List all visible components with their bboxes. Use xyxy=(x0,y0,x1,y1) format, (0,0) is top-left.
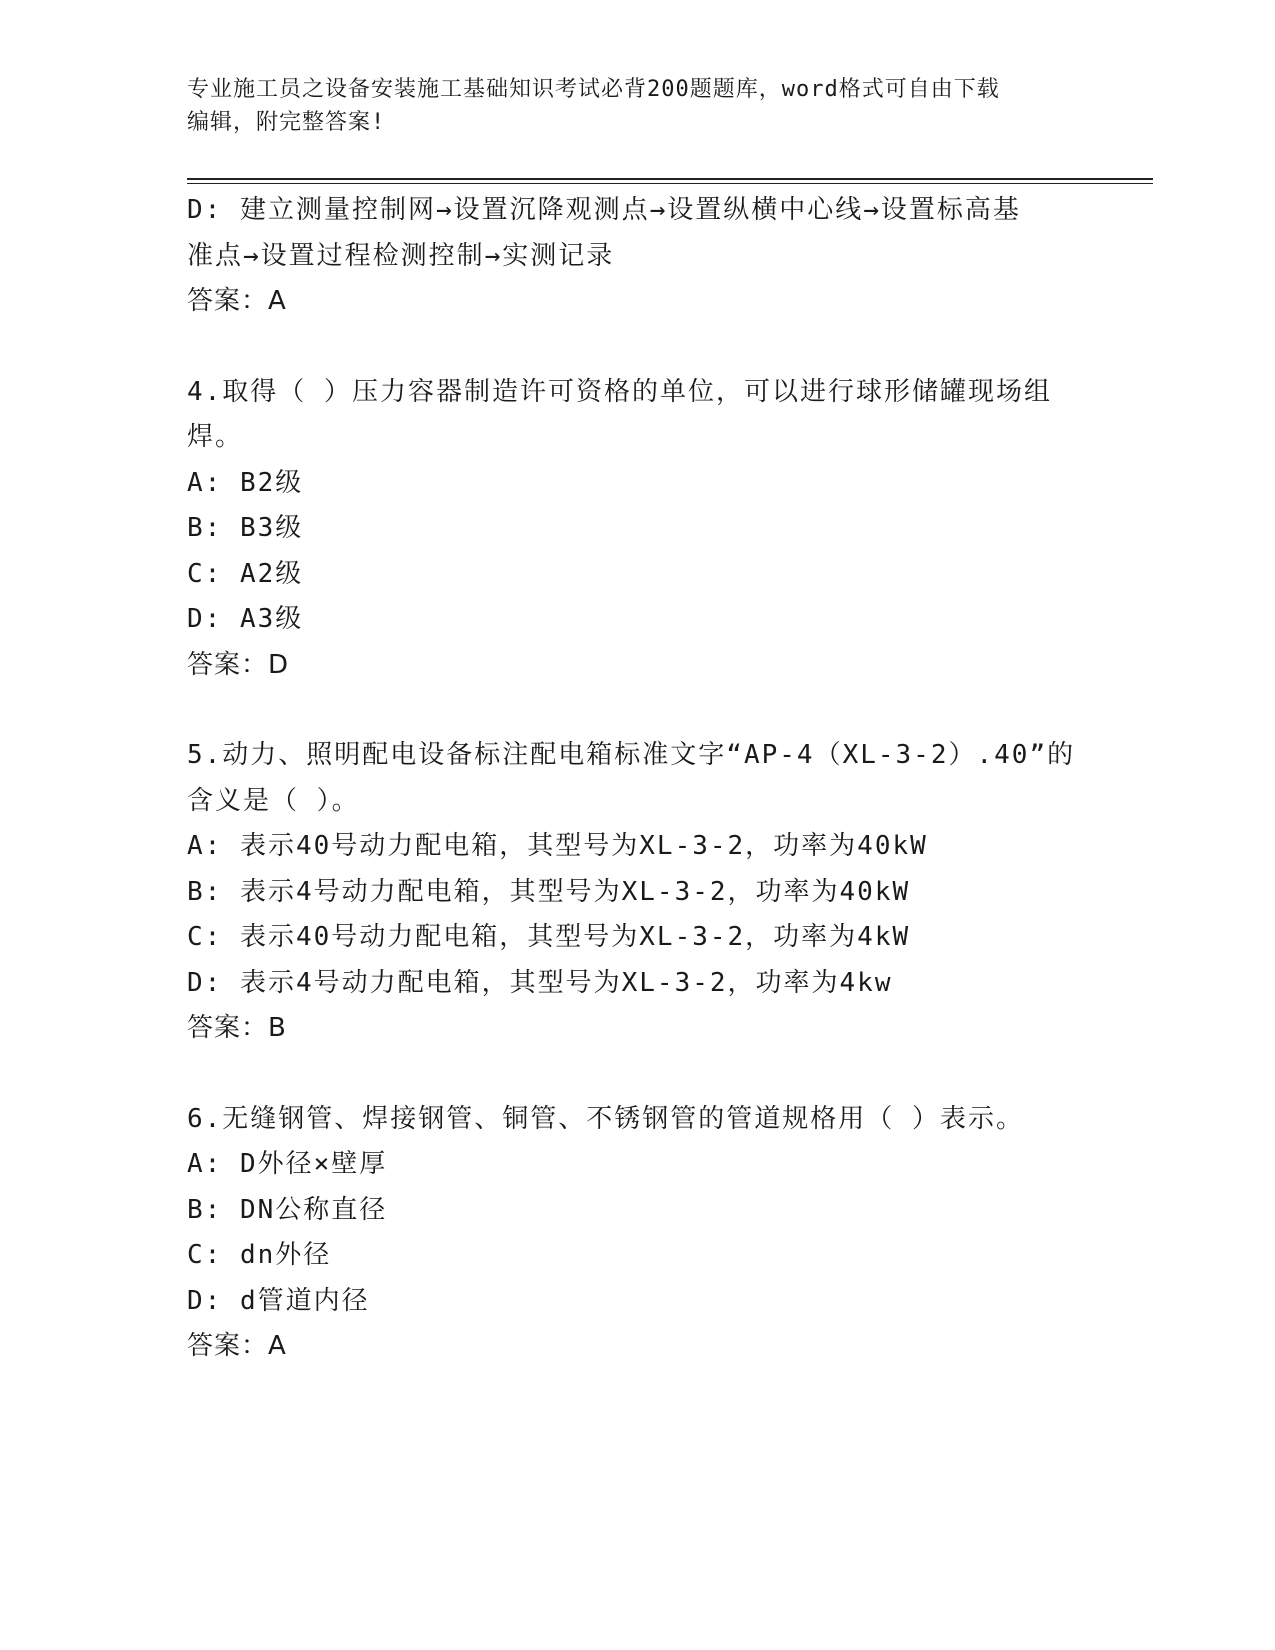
q6-answer: 答案：A xyxy=(187,1331,287,1361)
q5-option-c: C: 表示40号动力配电箱，其型号为XL-3-2，功率为4kW xyxy=(187,922,911,952)
q4-option-a: A: B2级 xyxy=(187,467,304,498)
q4-option-b: B: B3级 xyxy=(187,513,304,543)
q4-stem-line-1: 4.取得（ ）压力容器制造许可资格的单位，可以进行球形储罐现场组 xyxy=(187,376,1052,407)
q4-option-c: C: A2级 xyxy=(187,558,304,589)
q5-option-a: A: 表示40号动力配电箱，其型号为XL-3-2，功率为40kW xyxy=(187,831,928,861)
page-header xyxy=(187,73,1067,139)
header-divider-thin xyxy=(187,183,1153,184)
spacer xyxy=(187,1052,1087,1097)
q3-answer: 答案：A xyxy=(187,286,287,316)
q5-option-b: B: 表示4号动力配电箱，其型号为XL-3-2，功率为40kW xyxy=(187,876,911,907)
header-title-line-2: 编辑，附完整答案! xyxy=(187,110,386,135)
q4-answer: 答案：D xyxy=(187,649,290,680)
header-title-line-1: 专业施工员之设备安装施工基础知识考试必背200题题库，word格式可自由下载 xyxy=(187,77,1000,102)
question-6-block xyxy=(187,1097,1087,1370)
question-5-block xyxy=(187,733,1087,1052)
question-3-block xyxy=(187,188,1087,325)
q5-stem-line-1: 5.动力、照明配电设备标注配电箱标准文字“AP-4（XL-3-2）.40”的 xyxy=(187,740,1076,770)
q5-answer: 答案：B xyxy=(187,1013,287,1043)
q3-option-d-line-2: 准点→设置过程检测控制→实测记录 xyxy=(187,240,615,271)
q4-stem-line-2: 焊。 xyxy=(187,422,244,452)
q4-option-d: D: A3级 xyxy=(187,604,304,634)
spacer xyxy=(187,325,1087,370)
q6-option-c: C: dn外径 xyxy=(187,1240,332,1270)
header-divider-thick xyxy=(187,178,1153,180)
q6-option-b: B: DN公称直径 xyxy=(187,1194,388,1225)
q6-stem-line-1: 6.无缝钢管、焊接钢管、铜管、不锈钢管的管道规格用（ ）表示。 xyxy=(187,1103,1024,1134)
q3-option-d-line-1: D: 建立测量控制网→设置沉降观测点→设置纵横中心线→设置标高基 xyxy=(187,195,1021,225)
q5-stem-line-2: 含义是（ ）。 xyxy=(187,785,360,816)
q6-option-a: A: D外径×壁厚 xyxy=(187,1149,388,1179)
spacer xyxy=(187,688,1087,733)
q6-option-d: D: d管道内径 xyxy=(187,1285,370,1316)
q5-option-d: D: 表示4号动力配电箱，其型号为XL-3-2，功率为4kw xyxy=(187,967,893,998)
question-content xyxy=(187,188,1087,1370)
question-4-block xyxy=(187,370,1087,689)
